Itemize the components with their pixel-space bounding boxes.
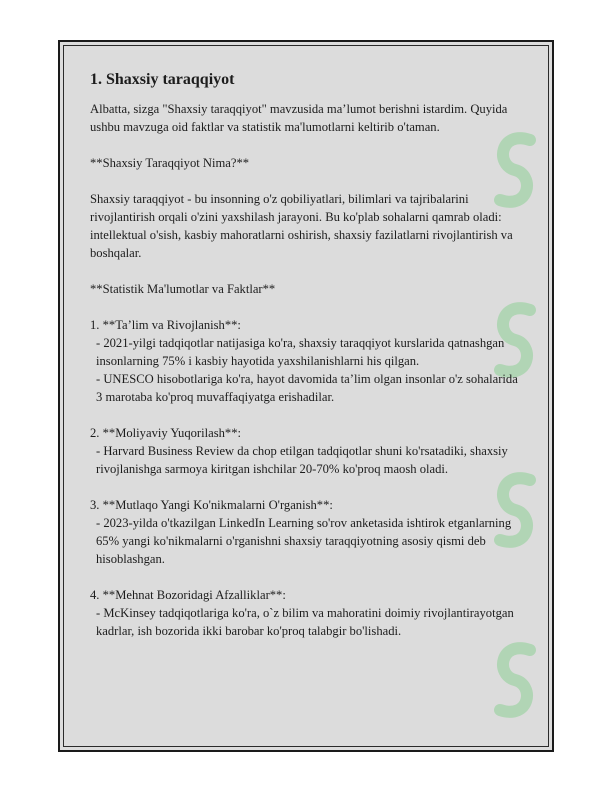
list-item-bullet: - Harvard Business Review da chop etilgan tadqiqotlar shuni ko'rsatadiki, shaxsiy rivojlanishga sarmoya kiritgan ishchilar 20-70% ko'proq maosh oladi. <box>96 444 508 476</box>
definition-paragraph: Shaxsiy taraqqiyot - bu insonning o'z qobiliyatlari, bilimlari va tajribalarini rivojlantirish orqali o'zini yaxshilash jarayoni. Bu ko'plab sohalarni qamrab oladi: intellektual o'sish, kasbiy mahoratlarni oshirish, shaxsiy fazilatlarni rivojlantirish va boshqalar. <box>90 192 513 260</box>
list-item-title: 2. **Moliyaviy Yuqorilash**: <box>90 426 242 440</box>
intro-paragraph: Albatta, sizga "Shaxsiy taraqqiyot" mavzusida ma’lumot berishni istardim. Quyida ushbu mavzuga oid faktlar va statistik ma'lumotlarni keltirib o'taman. <box>90 102 508 134</box>
list-item-title: 1. **Ta’lim va Rivojlanish**: <box>90 318 241 332</box>
list-item-bullet: - 2023-yilda o'tkazilgan LinkedIn Learning so'rov anketasida ishtirok etganlarning 65% yangi ko'nikmalarni o'rganishni shaxsiy taraqqiyotning asosiy qismi deb hisoblashgan. <box>96 516 512 566</box>
document-body <box>90 66 522 658</box>
section-heading-what-is: **Shaxsiy Taraqqiyot Nima?** <box>90 156 250 170</box>
list-item-bullet: - 2021-yilgi tadqiqotlar natijasiga ko'ra, shaxsiy taraqqiyot kurslarida qatnashgan insonlarning 75% i kasbiy hayotida yaxshilanishlarni his qilgan. <box>96 336 505 368</box>
list-item <box>90 496 522 568</box>
list-item <box>90 316 522 406</box>
list-item-bullet: - UNESCO hisobotlariga ko'ra, hayot davomida ta’lim olgan insonlar o'z sohalarida 3 marotaba ko'proq muvaffaqiyatga erishadilar. <box>96 372 518 404</box>
document-title: 1. Shaxsiy taraqqiyot <box>90 71 235 88</box>
list-item-title: 4. **Mehnat Bozoridagi Afzalliklar**: <box>90 588 286 602</box>
section-heading-statistics: **Statistik Ma'lumotlar va Faktlar** <box>90 282 276 296</box>
list-item <box>90 586 522 640</box>
list-item-title: 3. **Mutlaqo Yangi Ko'nikmalarni O'rganish**: <box>90 498 333 512</box>
list-item-bullet: - McKinsey tadqiqotlariga ko'ra, o`z bilim va mahoratini doimiy rivojlantirayotgan kadrlar, ish bozorida ikki barobar ko'proq talabgir bo'lishadi. <box>96 606 514 638</box>
list-item <box>90 424 522 478</box>
